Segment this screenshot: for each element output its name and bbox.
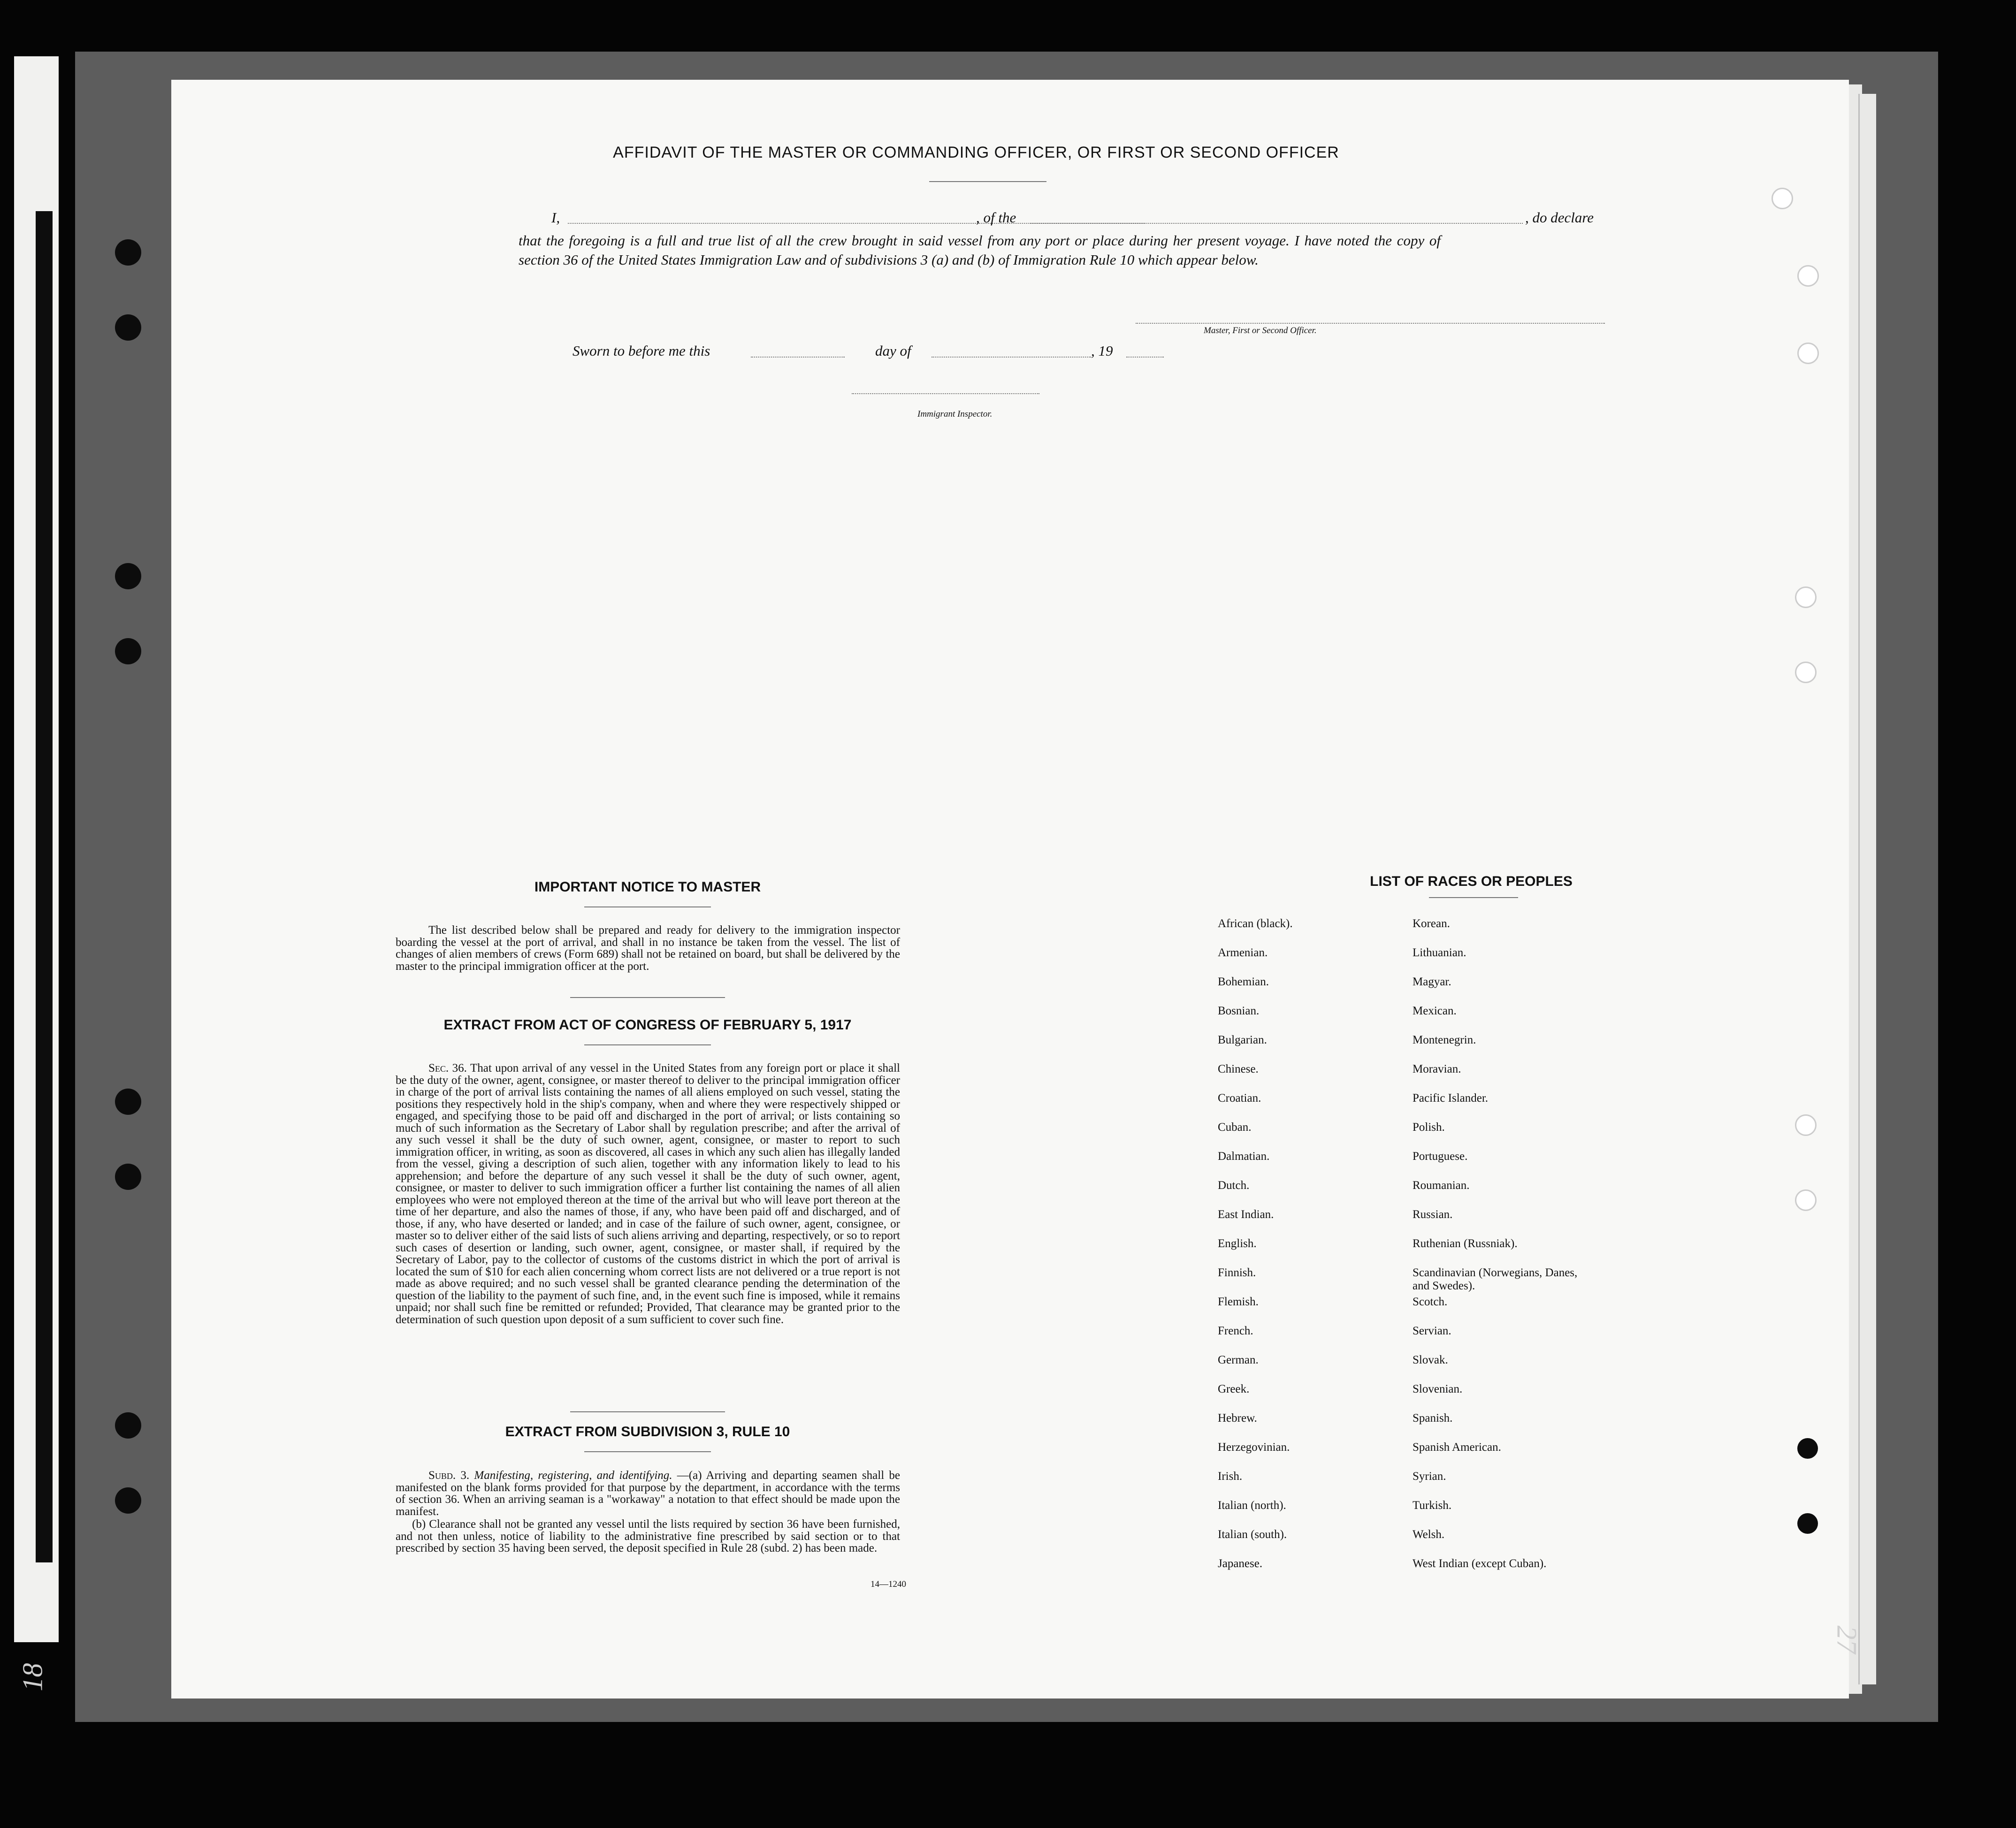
race-item: Armenian. <box>1218 946 1268 959</box>
race-item: Dalmatian. <box>1218 1150 1270 1163</box>
race-item: Magyar. <box>1413 975 1451 988</box>
year-blank <box>1126 357 1164 358</box>
race-item: Hebrew. <box>1218 1412 1257 1424</box>
race-item: Scotch. <box>1413 1295 1448 1308</box>
inspector-signature-line <box>852 393 1039 394</box>
race-item: Ruthenian (Russniak). <box>1413 1237 1518 1250</box>
sworn-label: Sworn to before me this <box>573 343 710 359</box>
page-hole-icon <box>1797 343 1819 364</box>
act-extract-heading: EXTRACT FROM ACT OF CONGRESS OF FEBRUARY 5, 1917 <box>443 1017 852 1033</box>
race-item: Cuban. <box>1218 1121 1252 1134</box>
race-item: Roumanian. <box>1413 1179 1470 1192</box>
form-number: 14—1240 <box>871 1579 906 1589</box>
race-item: Spanish. <box>1413 1412 1453 1424</box>
page-hole-icon <box>1772 188 1793 209</box>
page-edge <box>1858 94 1876 1684</box>
binder-hole-icon <box>115 563 141 589</box>
race-item: Mexican. <box>1413 1005 1457 1017</box>
sec-label: Sec. 36. <box>428 1062 467 1074</box>
race-item: Flemish. <box>1218 1295 1259 1308</box>
page-hole-icon <box>1795 662 1817 683</box>
race-item: Spanish American. <box>1413 1441 1501 1454</box>
i-label: I, <box>551 209 560 226</box>
page-hole-icon <box>1797 1513 1818 1534</box>
affidavit-title: AFFIDAVIT OF THE MASTER OR COMMANDING OFFICER, OR FIRST OR SECOND OFFICER <box>613 144 1339 161</box>
race-item: Dutch. <box>1218 1179 1250 1192</box>
race-item: Bohemian. <box>1218 975 1269 988</box>
race-item: Chinese. <box>1218 1063 1259 1075</box>
page-hole-icon <box>1795 1189 1817 1211</box>
notice-heading: IMPORTANT NOTICE TO MASTER <box>534 879 761 895</box>
races-heading: LIST OF RACES OR PEOPLES <box>1370 874 1573 889</box>
race-item: English. <box>1218 1237 1257 1250</box>
act-rule <box>584 1044 711 1045</box>
month-blank <box>932 357 1091 358</box>
race-item: Herzegovinian. <box>1218 1441 1290 1454</box>
race-item: Italian (south). <box>1218 1528 1287 1541</box>
race-item: East Indian. <box>1218 1208 1274 1221</box>
race-item: Pacific Islander. <box>1413 1092 1489 1104</box>
subd-title: Manifesting, registering, and identifying. <box>474 1469 672 1482</box>
race-item: Finnish. <box>1218 1266 1256 1279</box>
race-item: Scandinavian (Norwegians, Danes, and Swedes). <box>1413 1266 1578 1292</box>
race-item: Bosnian. <box>1218 1005 1260 1017</box>
part-a-text: —(a) Arriving and departing seamen shall be manifested on the blank forms provided for that purpose by the department, in accordance with the terms of section 36. When an arriving seaman is a "workaway" a notation to that effect should be made upon the manifest. <box>396 1469 900 1518</box>
rule-part-a <box>396 1470 900 1517</box>
left-page-number: 18 <box>17 1663 48 1691</box>
binder-hole-icon <box>115 239 141 266</box>
notice-rule <box>584 906 711 907</box>
do-declare-label: , do declare <box>1525 209 1594 226</box>
right-page-number: 27 <box>1831 1625 1863 1654</box>
race-item: Slovak. <box>1413 1354 1448 1366</box>
binder-hole-icon <box>115 638 141 664</box>
day-of-label: day of <box>875 343 911 359</box>
binder-hole-icon <box>115 1164 141 1190</box>
binder-hole-icon <box>115 1412 141 1439</box>
binder-hole-icon <box>115 1487 141 1514</box>
race-item: Montenegrin. <box>1413 1034 1476 1046</box>
officer-signature-line <box>1136 323 1605 324</box>
race-item: Croatian. <box>1218 1092 1261 1104</box>
race-item: French. <box>1218 1325 1253 1337</box>
document-page <box>171 80 1849 1699</box>
race-item: Slovenian. <box>1413 1383 1463 1395</box>
race-item: Lithuanian. <box>1413 946 1466 959</box>
race-item: African (black). <box>1218 917 1293 930</box>
spine-dark-bar <box>36 211 53 1562</box>
officer-caption: Master, First or Second Officer. <box>1204 326 1317 335</box>
rule-rule <box>584 1451 711 1452</box>
binder-hole-icon <box>115 1089 141 1115</box>
subd-label: Subd. 3. <box>428 1469 470 1482</box>
inspector-caption: Immigrant Inspector. <box>917 409 993 419</box>
race-item: Irish. <box>1218 1470 1243 1483</box>
race-item: Turkish. <box>1413 1499 1452 1512</box>
vessel-blank <box>1030 223 1523 224</box>
race-item: Italian (north). <box>1218 1499 1286 1512</box>
race-item: Syrian. <box>1413 1470 1446 1483</box>
binder-spine-strip <box>14 56 59 1642</box>
act-end-rule <box>570 1411 725 1412</box>
notice-end-rule <box>570 997 725 998</box>
race-item: Moravian. <box>1413 1063 1461 1075</box>
race-item: Servian. <box>1413 1325 1451 1337</box>
races-rule <box>1429 897 1518 898</box>
race-item: Bulgarian. <box>1218 1034 1267 1046</box>
year-label: , 19 <box>1091 343 1113 359</box>
race-item: Russian. <box>1413 1208 1453 1221</box>
rule-part-b: (b) Clearance shall not be granted any vessel until the lists required by section 36 have been furnished, and not then unless, notice of liability to the administrative fine prescribed by said section or to that prescribed by section 35 having been served, the deposit specified in Rule 28 (subd. 2) has been made. <box>396 1518 900 1554</box>
rule-extract-heading: EXTRACT FROM SUBDIVISION 3, RULE 10 <box>505 1424 790 1440</box>
race-item: Korean. <box>1413 917 1450 930</box>
race-item: Japanese. <box>1218 1557 1263 1570</box>
page-hole-icon <box>1795 1114 1817 1136</box>
race-item: Portuguese. <box>1413 1150 1468 1163</box>
act-extract-text: That upon arrival of any vessel in the United States from any foreign port or place it shall be the duty of the owner, agent, consignee, or master thereof to deliver to the principal immigration officer in charge of the port of arrival lists containing the names of all aliens employed on such vessel, stating the positions they respectively hold in the ship's company, when and where they were respectively shipped or engaged, and specifying those to be paid off and discharged in the port of arrival; or lists containing so much of such information as the Secretary of Labor shall by regulation prescribe; and after the arrival of any such vessel it shall be the duty of such owner, agent, consignee, or master to report to such immigration officer, in writing, as soon as discovered, all cases in which any such alien has illegally landed from the vessel, giving a description of such alien, together with any information likely to lead to his apprehension; and before the departure of any such vessel it shall be the duty of such owner, agent, consignee, or master to deliver to such immigration officer a further list containing the names of all alien employees who were not employed thereon at the time of the arrival but who will leave port thereon at the time of her departure, and also the names of those, if any, who have been paid off and discharged, and of those, if any, who have deserted or landed; and in case of the failure of such owner, agent, consignee, or master so to deliver either of the said lists of such aliens arriving and departing, respectively, or so to report such cases of desertion or landing, such owner, agent, consignee, or master shall, if required by the Secretary of Labor, pay to the collector of customs of the customs district in which the port of arrival is located the sum of $10 for each alien concerning whom correct lists are not delivered or a true report is not made as above required; and no such vessel shall be granted clearance pending the determination of the question of the liability to the payment of such fine, and, in the event such fine is imposed, while it remains unpaid; nor shall such fine be remitted or refunded; Provided, That clearance may be granted prior to the determination of such question upon deposit of a sum sufficient to cover such fine. <box>396 1062 900 1326</box>
title-rule <box>929 181 1046 182</box>
page-hole-icon <box>1797 1438 1818 1459</box>
page-hole-icon <box>1795 586 1817 608</box>
of-the-label: , of the <box>976 209 1016 226</box>
notice-text: The list described below shall be prepared and ready for delivery to the immigration inspector boarding the vessel at the port of arrival, and shall in no instance be taken from the vessel. The list of changes of alien members of crews (Form 689) shall not be retained on board, but shall be delivered by the master to the principal immigration officer at the port. <box>396 924 900 973</box>
race-item: German. <box>1218 1354 1259 1366</box>
race-item: West Indian (except Cuban). <box>1413 1557 1547 1570</box>
race-item: Polish. <box>1413 1121 1445 1134</box>
page-hole-icon <box>1797 265 1819 287</box>
declaration-text: that the foregoing is a full and true list of all the crew brought in said vessel from any port or place during her present voyage. I have noted the copy of section 36 of the United States Immigration Law and of subdivisions 3 (a) and (b) of Immigration Rule 10 which appear below. <box>519 232 1441 268</box>
act-extract-body <box>396 1062 900 1325</box>
binder-hole-icon <box>115 314 141 341</box>
race-item: Greek. <box>1218 1383 1250 1395</box>
race-item: Welsh. <box>1413 1528 1445 1541</box>
day-blank <box>751 357 845 358</box>
